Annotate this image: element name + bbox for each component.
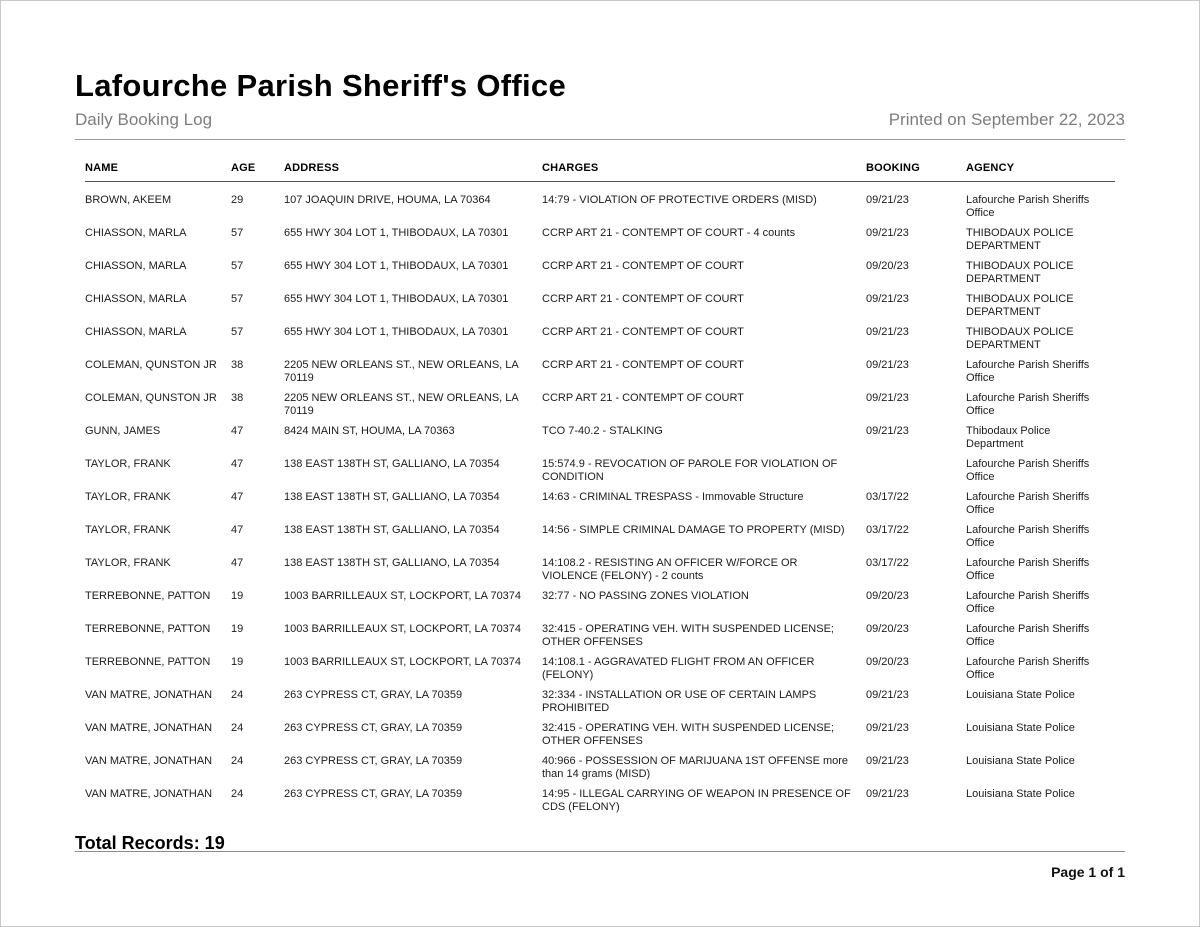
cell-name: TERREBONNE, PATTON [85, 623, 211, 636]
table-row [85, 652, 1115, 685]
cell-address: 8424 MAIN ST, HOUMA, LA 70363 [284, 425, 455, 438]
total-records: Total Records: 19 [75, 833, 225, 854]
cell-address: 1003 BARRILLEAUX ST, LOCKPORT, LA 70374 [284, 623, 522, 636]
column-header-booking: BOOKING [866, 162, 966, 182]
cell-name: COLEMAN, QUNSTON JR [85, 359, 217, 372]
cell-age: 29 [231, 194, 244, 207]
cell-address: 655 HWY 304 LOT 1, THIBODAUX, LA 70301 [284, 293, 509, 306]
cell-agency: Lafourche Parish Sheriffs Office [966, 623, 1090, 649]
cell-address: 1003 BARRILLEAUX ST, LOCKPORT, LA 70374 [284, 656, 522, 669]
printed-date: Printed on September 22, 2023 [888, 110, 1125, 130]
cell-name: TAYLOR, FRANK [85, 491, 171, 504]
cell-agency: Lafourche Parish Sheriffs Office [966, 524, 1090, 550]
cell-agency: THIBODAUX POLICE DEPARTMENT [966, 326, 1074, 352]
cell-booking: 03/17/22 [866, 491, 909, 504]
table-row [85, 784, 1115, 817]
cell-booking: 09/20/23 [866, 656, 909, 669]
cell-name: TERREBONNE, PATTON [85, 590, 211, 603]
cell-address: 263 CYPRESS CT, GRAY, LA 70359 [284, 722, 463, 735]
cell-address: 2205 NEW ORLEANS ST., NEW ORLEANS, LA 70119 [284, 392, 519, 418]
cell-charges: 14:108.2 - RESISTING AN OFFICER W/FORCE OR VIOLENCE (FELONY) - 2 counts [542, 557, 798, 583]
cell-name: VAN MATRE, JONATHAN [85, 755, 213, 768]
cell-agency: Thibodaux Police Department [966, 425, 1051, 451]
column-header-age: AGE [231, 162, 284, 182]
booking-table-container [85, 162, 1115, 817]
cell-booking: 09/21/23 [866, 227, 909, 240]
cell-agency: Louisiana State Police [966, 788, 1075, 801]
table-row [85, 487, 1115, 520]
table-row [85, 322, 1115, 355]
cell-charges: 14:63 - CRIMINAL TRESPASS - Immovable Structure [542, 491, 804, 504]
cell-agency: Lafourche Parish Sheriffs Office [966, 491, 1090, 517]
cell-agency: Louisiana State Police [966, 722, 1075, 735]
cell-booking: 09/21/23 [866, 326, 909, 339]
cell-charges: 15:574.9 - REVOCATION OF PAROLE FOR VIOLATION OF CONDITION [542, 458, 838, 484]
cell-age: 47 [231, 524, 244, 537]
cell-name: CHIASSON, MARLA [85, 293, 187, 306]
column-header-name: NAME [85, 162, 231, 182]
report-subheader [75, 110, 1125, 140]
cell-booking: 03/17/22 [866, 524, 909, 537]
table-row [85, 421, 1115, 454]
report-footer [75, 851, 1125, 880]
cell-name: CHIASSON, MARLA [85, 326, 187, 339]
cell-age: 38 [231, 359, 244, 372]
column-header-agency: AGENCY [966, 162, 1115, 182]
cell-booking: 09/21/23 [866, 755, 909, 768]
booking-table-body [85, 182, 1115, 818]
table-row [85, 586, 1115, 619]
cell-charges: 14:79 - VIOLATION OF PROTECTIVE ORDERS (MISD) [542, 194, 817, 207]
report-header [75, 69, 1125, 140]
cell-booking: 09/21/23 [866, 392, 909, 405]
cell-address: 2205 NEW ORLEANS ST., NEW ORLEANS, LA 70119 [284, 359, 519, 385]
cell-charges: 32:415 - OPERATING VEH. WITH SUSPENDED LICENSE; OTHER OFFENSES [542, 623, 834, 649]
cell-name: VAN MATRE, JONATHAN [85, 689, 213, 702]
cell-age: 24 [231, 722, 244, 735]
cell-charges: CCRP ART 21 - CONTEMPT OF COURT [542, 293, 744, 306]
cell-name: CHIASSON, MARLA [85, 227, 187, 240]
cell-booking: 09/20/23 [866, 590, 909, 603]
table-row [85, 718, 1115, 751]
column-header-address: ADDRESS [284, 162, 542, 182]
cell-address: 138 EAST 138TH ST, GALLIANO, LA 70354 [284, 557, 500, 570]
cell-charges: 14:56 - SIMPLE CRIMINAL DAMAGE TO PROPERTY (MISD) [542, 524, 845, 537]
table-row [85, 223, 1115, 256]
cell-booking: 09/21/23 [866, 788, 909, 801]
table-row [85, 619, 1115, 652]
table-row [85, 751, 1115, 784]
cell-charges: CCRP ART 21 - CONTEMPT OF COURT [542, 326, 744, 339]
cell-charges: CCRP ART 21 - CONTEMPT OF COURT [542, 260, 744, 273]
cell-name: TAYLOR, FRANK [85, 557, 171, 570]
table-row [85, 520, 1115, 553]
table-row [85, 685, 1115, 718]
cell-age: 24 [231, 755, 244, 768]
column-header-charges: CHARGES [542, 162, 866, 182]
cell-agency: Lafourche Parish Sheriffs Office [966, 458, 1090, 484]
table-row [85, 388, 1115, 421]
cell-address: 655 HWY 304 LOT 1, THIBODAUX, LA 70301 [284, 260, 509, 273]
cell-age: 19 [231, 623, 244, 636]
cell-age: 57 [231, 260, 244, 273]
footer-divider [75, 851, 1125, 852]
cell-age: 24 [231, 788, 244, 801]
cell-agency: Louisiana State Police [966, 689, 1075, 702]
table-row [85, 454, 1115, 487]
cell-booking: 09/21/23 [866, 425, 909, 438]
cell-age: 57 [231, 293, 244, 306]
cell-name: BROWN, AKEEM [85, 194, 172, 207]
booking-table [85, 162, 1115, 817]
cell-name: TERREBONNE, PATTON [85, 656, 211, 669]
cell-booking: 09/20/23 [866, 260, 909, 273]
cell-address: 138 EAST 138TH ST, GALLIANO, LA 70354 [284, 524, 500, 537]
cell-booking: 09/21/23 [866, 293, 909, 306]
cell-address: 107 JOAQUIN DRIVE, HOUMA, LA 70364 [284, 194, 491, 207]
cell-age: 24 [231, 689, 244, 702]
cell-charges: 32:334 - INSTALLATION OR USE OF CERTAIN LAMPS PROHIBITED [542, 689, 817, 715]
cell-address: 655 HWY 304 LOT 1, THIBODAUX, LA 70301 [284, 227, 509, 240]
cell-charges: 32:77 - NO PASSING ZONES VIOLATION [542, 590, 749, 603]
cell-name: GUNN, JAMES [85, 425, 161, 438]
cell-agency: Lafourche Parish Sheriffs Office [966, 194, 1090, 220]
cell-age: 57 [231, 326, 244, 339]
cell-name: TAYLOR, FRANK [85, 524, 171, 537]
cell-booking [866, 454, 966, 487]
page-title: Lafourche Parish Sheriff's Office [75, 68, 567, 103]
cell-charges: 14:95 - ILLEGAL CARRYING OF WEAPON IN PRESENCE OF CDS (FELONY) [542, 788, 851, 814]
cell-agency: Louisiana State Police [966, 755, 1075, 768]
cell-booking: 09/21/23 [866, 722, 909, 735]
cell-agency: Lafourche Parish Sheriffs Office [966, 590, 1090, 616]
cell-address: 1003 BARRILLEAUX ST, LOCKPORT, LA 70374 [284, 590, 522, 603]
cell-booking: 09/21/23 [866, 359, 909, 372]
cell-booking: 03/17/22 [866, 557, 909, 570]
cell-charges: CCRP ART 21 - CONTEMPT OF COURT [542, 359, 744, 372]
cell-charges: TCO 7-40.2 - STALKING [542, 425, 663, 438]
cell-charges: 40:966 - POSSESSION OF MARIJUANA 1ST OFFENSE more than 14 grams (MISD) [542, 755, 849, 781]
cell-address: 263 CYPRESS CT, GRAY, LA 70359 [284, 788, 463, 801]
cell-booking: 09/20/23 [866, 623, 909, 636]
cell-age: 38 [231, 392, 244, 405]
cell-agency: Lafourche Parish Sheriffs Office [966, 359, 1090, 385]
cell-address: 263 CYPRESS CT, GRAY, LA 70359 [284, 755, 463, 768]
cell-charges: 32:415 - OPERATING VEH. WITH SUSPENDED LICENSE; OTHER OFFENSES [542, 722, 834, 748]
cell-charges: CCRP ART 21 - CONTEMPT OF COURT [542, 392, 744, 405]
cell-age: 47 [231, 425, 244, 438]
cell-booking: 09/21/23 [866, 689, 909, 702]
cell-name: TAYLOR, FRANK [85, 458, 171, 471]
cell-charges: CCRP ART 21 - CONTEMPT OF COURT - 4 counts [542, 227, 796, 240]
cell-name: VAN MATRE, JONATHAN [85, 788, 213, 801]
cell-address: 138 EAST 138TH ST, GALLIANO, LA 70354 [284, 458, 500, 471]
cell-agency: THIBODAUX POLICE DEPARTMENT [966, 293, 1074, 319]
cell-age: 19 [231, 656, 244, 669]
cell-name: VAN MATRE, JONATHAN [85, 722, 213, 735]
cell-address: 138 EAST 138TH ST, GALLIANO, LA 70354 [284, 491, 500, 504]
cell-address: 263 CYPRESS CT, GRAY, LA 70359 [284, 689, 463, 702]
table-row [85, 256, 1115, 289]
cell-age: 47 [231, 557, 244, 570]
cell-agency: Lafourche Parish Sheriffs Office [966, 656, 1090, 682]
cell-name: CHIASSON, MARLA [85, 260, 187, 273]
cell-booking: 09/21/23 [866, 194, 909, 207]
table-header-row [85, 162, 1115, 182]
cell-age: 47 [231, 491, 244, 504]
table-row [85, 355, 1115, 388]
page-number: Page 1 of 1 [1051, 864, 1125, 880]
cell-agency: Lafourche Parish Sheriffs Office [966, 557, 1090, 583]
cell-age: 47 [231, 458, 244, 471]
cell-agency: Lafourche Parish Sheriffs Office [966, 392, 1090, 418]
cell-age: 19 [231, 590, 244, 603]
report-subtitle: Daily Booking Log [75, 110, 213, 130]
cell-agency: THIBODAUX POLICE DEPARTMENT [966, 227, 1074, 253]
table-row [85, 289, 1115, 322]
table-row [85, 553, 1115, 586]
cell-address: 655 HWY 304 LOT 1, THIBODAUX, LA 70301 [284, 326, 509, 339]
cell-age: 57 [231, 227, 244, 240]
cell-name: COLEMAN, QUNSTON JR [85, 392, 217, 405]
table-row [85, 182, 1115, 224]
cell-charges: 14:108.1 - AGGRAVATED FLIGHT FROM AN OFFICER (FELONY) [542, 656, 815, 682]
cell-agency: THIBODAUX POLICE DEPARTMENT [966, 260, 1074, 286]
